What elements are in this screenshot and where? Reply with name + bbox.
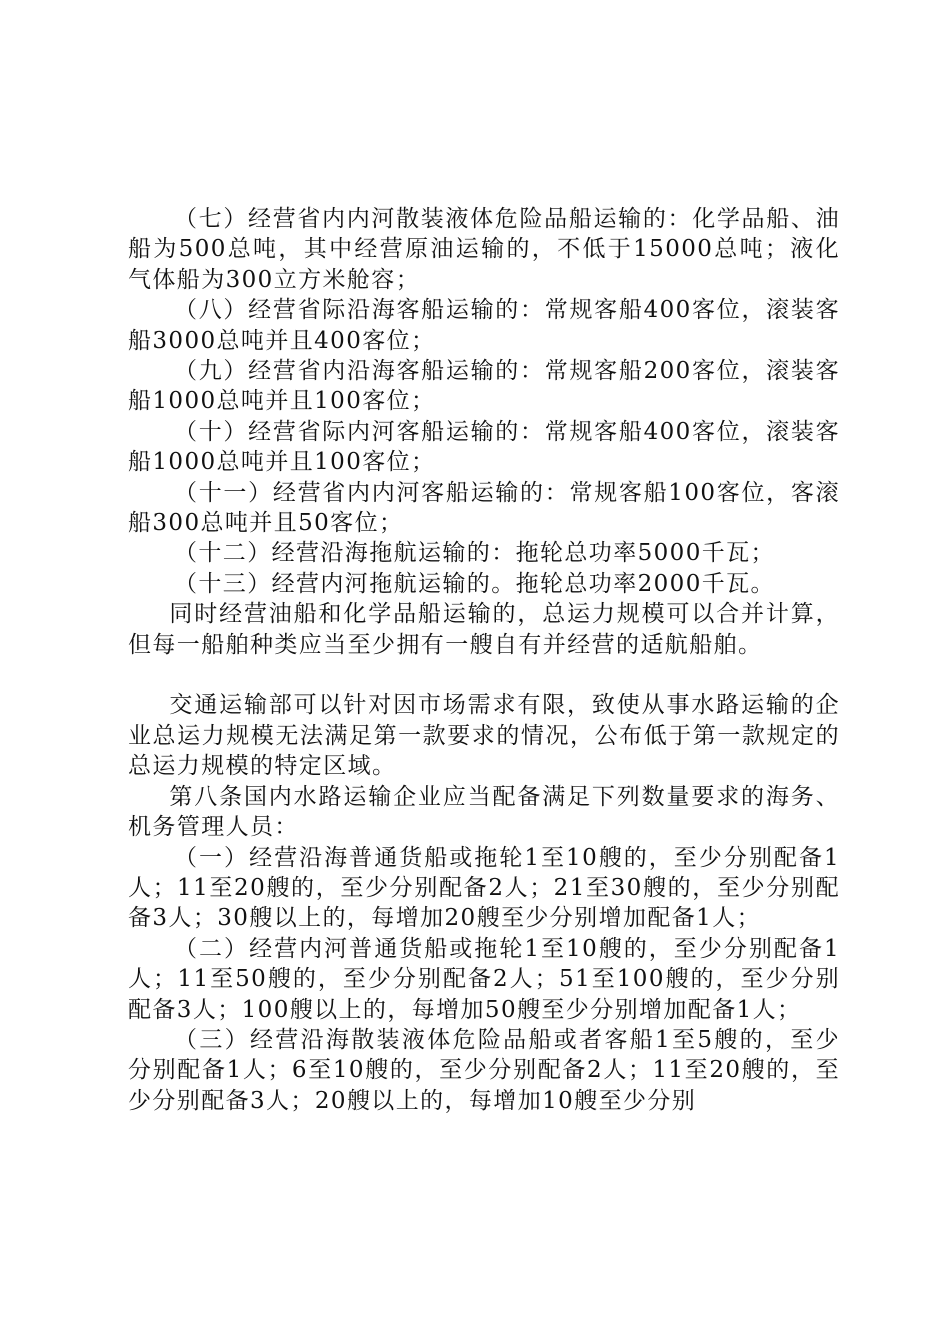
paragraph-spacer [128, 660, 840, 690]
paragraph-item-12: （十二）经营沿海拖航运输的：拖轮总功率5000千瓦； [174, 540, 775, 567]
paragraph-staff-3: （三）经营沿海散装液体危险品船或者客船1至5艘的，至少分别配备1人；6至10艘的，至少分别配备2人；11至20艘的，至少分别配备3人；20艘以上的，每增加10艘至少分别 [128, 1026, 840, 1114]
paragraph-item-13: （十三）经营内河拖航运输的。拖轮总功率2000千瓦。 [174, 570, 775, 597]
paragraph-item-11: （十一）经营省内内河客船运输的：常规客船100客位，客滚船300总吨并且50客位； [128, 479, 840, 537]
paragraph-staff-2: （二）经营内河普通货船或拖轮1至10艘的，至少分别配备1人；11至50艘的，至少分别配备2人；51至100艘的，至少分别配备3人；100艘以上的，每增加50艘至少分别增加配备1人； [128, 935, 840, 1023]
paragraph-staff-1: （一）经营沿海普通货船或拖轮1至10艘的，至少分别配备1人；11至20艘的，至少分别配备2人；21至30艘的，至少分别配备3人；30艘以上的，每增加20艘至少分别增加配备1人； [128, 844, 840, 932]
paragraph-item-8: （八）经营省际沿海客船运输的：常规客船400客位，滚装客船3000总吨并且400客位； [128, 297, 840, 354]
paragraph-combined-capacity: 同时经营油船和化学品船运输的，总运力规模可以合并计算，但每一船舶种类应当至少拥有一艘自有并经营的适航船舶。 [128, 601, 840, 658]
document-body [128, 204, 840, 1116]
paragraph-item-10: （十）经营省际内河客船运输的：常规客船400客位，滚装客船1000总吨并且100客位； [128, 418, 840, 476]
article-eight-heading: 第八条国内水路运输企业应当配备满足下列数量要求的海务、机务管理人员： [128, 783, 840, 841]
paragraph-item-7: （七）经营省内内河散装液体危险品船运输的：化学品船、油船为500总吨，其中经营原油运输的，不低于15000总吨；液化气体船为300立方米舱容； [128, 206, 840, 293]
paragraph-item-9: （九）经营省内沿海客船运输的：常规客船200客位，滚装客船1000总吨并且100客位； [128, 358, 840, 415]
paragraph-special-region: 交通运输部可以针对因市场需求有限，致使从事水路运输的企业总运力规模无法满足第一款要求的情况，公布低于第一款规定的总运力规模的特定区域。 [128, 692, 840, 780]
